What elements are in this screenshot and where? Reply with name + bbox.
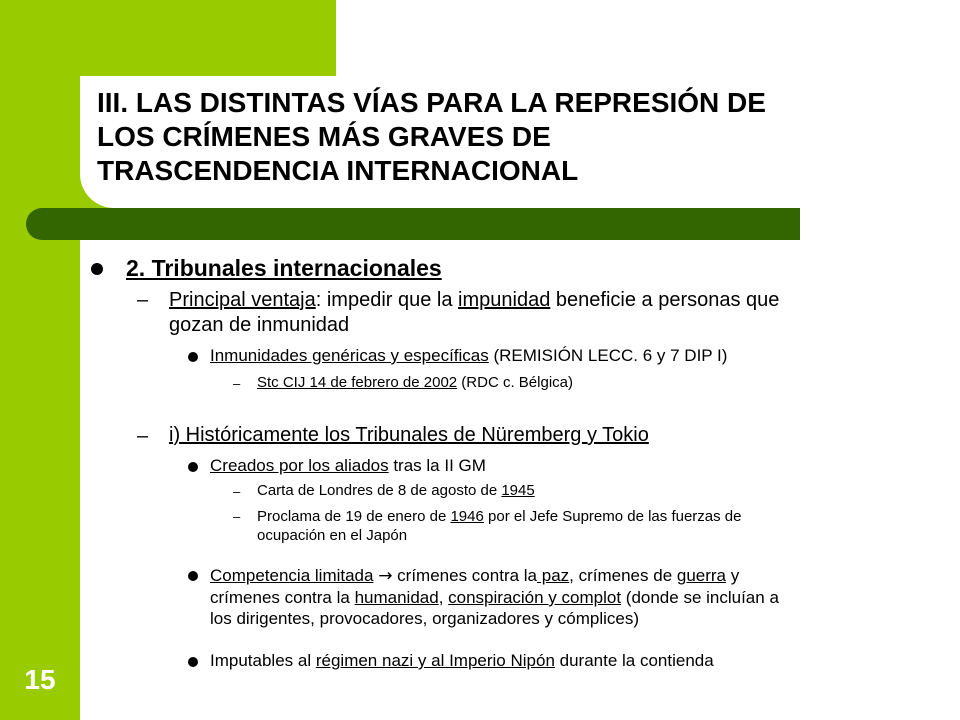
bullet-icon [91, 263, 103, 275]
bullet-icon [188, 352, 198, 362]
proclama-line-1 [257, 507, 937, 526]
competencia-line-3: los dirigentes, provocadores, organizadores y cómplices) [210, 609, 639, 628]
ventaja-label: Principal ventaja [169, 289, 316, 311]
historicamente-item [169, 424, 649, 447]
creados-item [210, 456, 486, 476]
carta-item [257, 482, 535, 499]
competencia-text-2: , crímenes de [569, 566, 677, 585]
conspiracion-term: conspiración y complot [448, 588, 622, 607]
imputables-item [210, 651, 714, 671]
inmunidades-text: (REMISIÓN LECC. 6 y 7 DIP I) [488, 346, 728, 365]
dash-icon: – [137, 425, 149, 447]
dash-icon: – [233, 376, 241, 391]
proclama-year: 1946 [450, 508, 484, 525]
slide-number: 15 [24, 664, 56, 695]
arrow-right-icon: → [378, 566, 393, 586]
competencia-text-6: (donde se incluían a [621, 588, 779, 607]
impunidad-term: impunidad [458, 289, 551, 311]
stc-label: Stc CIJ 14 de febrero de 2002 [257, 374, 458, 391]
competencia-label: Competencia limitada [210, 566, 374, 585]
competencia-text-3: y [726, 566, 740, 585]
left-accent-bar [0, 0, 80, 720]
ventaja-text-2: beneficie a personas que [550, 289, 780, 311]
humanidad-term: humanidad [354, 588, 439, 607]
ventaja-line-1 [169, 288, 929, 313]
dash-icon: – [137, 289, 149, 311]
ventaja-item [169, 288, 929, 338]
carta-year: 1945 [501, 482, 535, 499]
bullet-icon [188, 657, 198, 667]
ventaja-text-1: : impedir que la [315, 289, 459, 311]
bullet-icon [188, 571, 198, 581]
creados-label: Creados por los aliados [210, 456, 389, 475]
competencia-text-4: crímenes contra la [210, 588, 355, 607]
historicamente-text: i) Históricamente los Tribunales de Nüremberg y Tokio [169, 424, 649, 446]
proclama-text-2: por el Jefe Supremo de las fuerzas de [483, 508, 742, 525]
inmunidades-item [210, 346, 727, 366]
competencia-text-1: crímenes contra la [392, 566, 538, 585]
title-line-1: III. LAS DISTINTAS VÍAS PARA LA REPRESIÓN DE [97, 87, 766, 118]
proclama-item [257, 507, 937, 545]
competencia-line-1 [210, 565, 940, 587]
guerra-term: guerra [676, 566, 727, 585]
competencia-line-2 [210, 587, 940, 608]
regimen-term: régimen nazi y al Imperio Nipón [315, 651, 555, 670]
creados-text: tras la II GM [388, 456, 486, 475]
proclama-text: Proclama de 19 de enero de [257, 508, 451, 525]
dash-icon: – [233, 484, 241, 499]
stc-text: (RDC c. Bélgica) [457, 374, 573, 391]
section-heading [126, 255, 442, 282]
ventaja-line-2: gozan de inmunidad [169, 314, 350, 336]
competencia-item [210, 565, 940, 629]
carta-text: Carta de Londres de 8 de agosto de [257, 482, 502, 499]
imputables-text-2: durante la contienda [554, 651, 714, 670]
proclama-line-2: ocupación en el Japón [257, 527, 408, 544]
dash-icon: – [233, 509, 241, 524]
stc-item [257, 374, 573, 391]
title-line-3: TRASCENDENCIA INTERNACIONAL [97, 155, 579, 186]
title-underline-band [26, 208, 800, 240]
competencia-text-5: , [438, 588, 449, 607]
imputables-text-1: Imputables al [210, 651, 316, 670]
slide-title [97, 86, 897, 188]
bullet-icon [188, 462, 198, 472]
section-heading-text: 2. Tribunales internacionales [126, 255, 442, 281]
inmunidades-label: Inmunidades genéricas y específicas [210, 346, 489, 365]
paz-term: paz [537, 566, 570, 585]
title-line-2: LOS CRÍMENES MÁS GRAVES DE [97, 121, 551, 152]
